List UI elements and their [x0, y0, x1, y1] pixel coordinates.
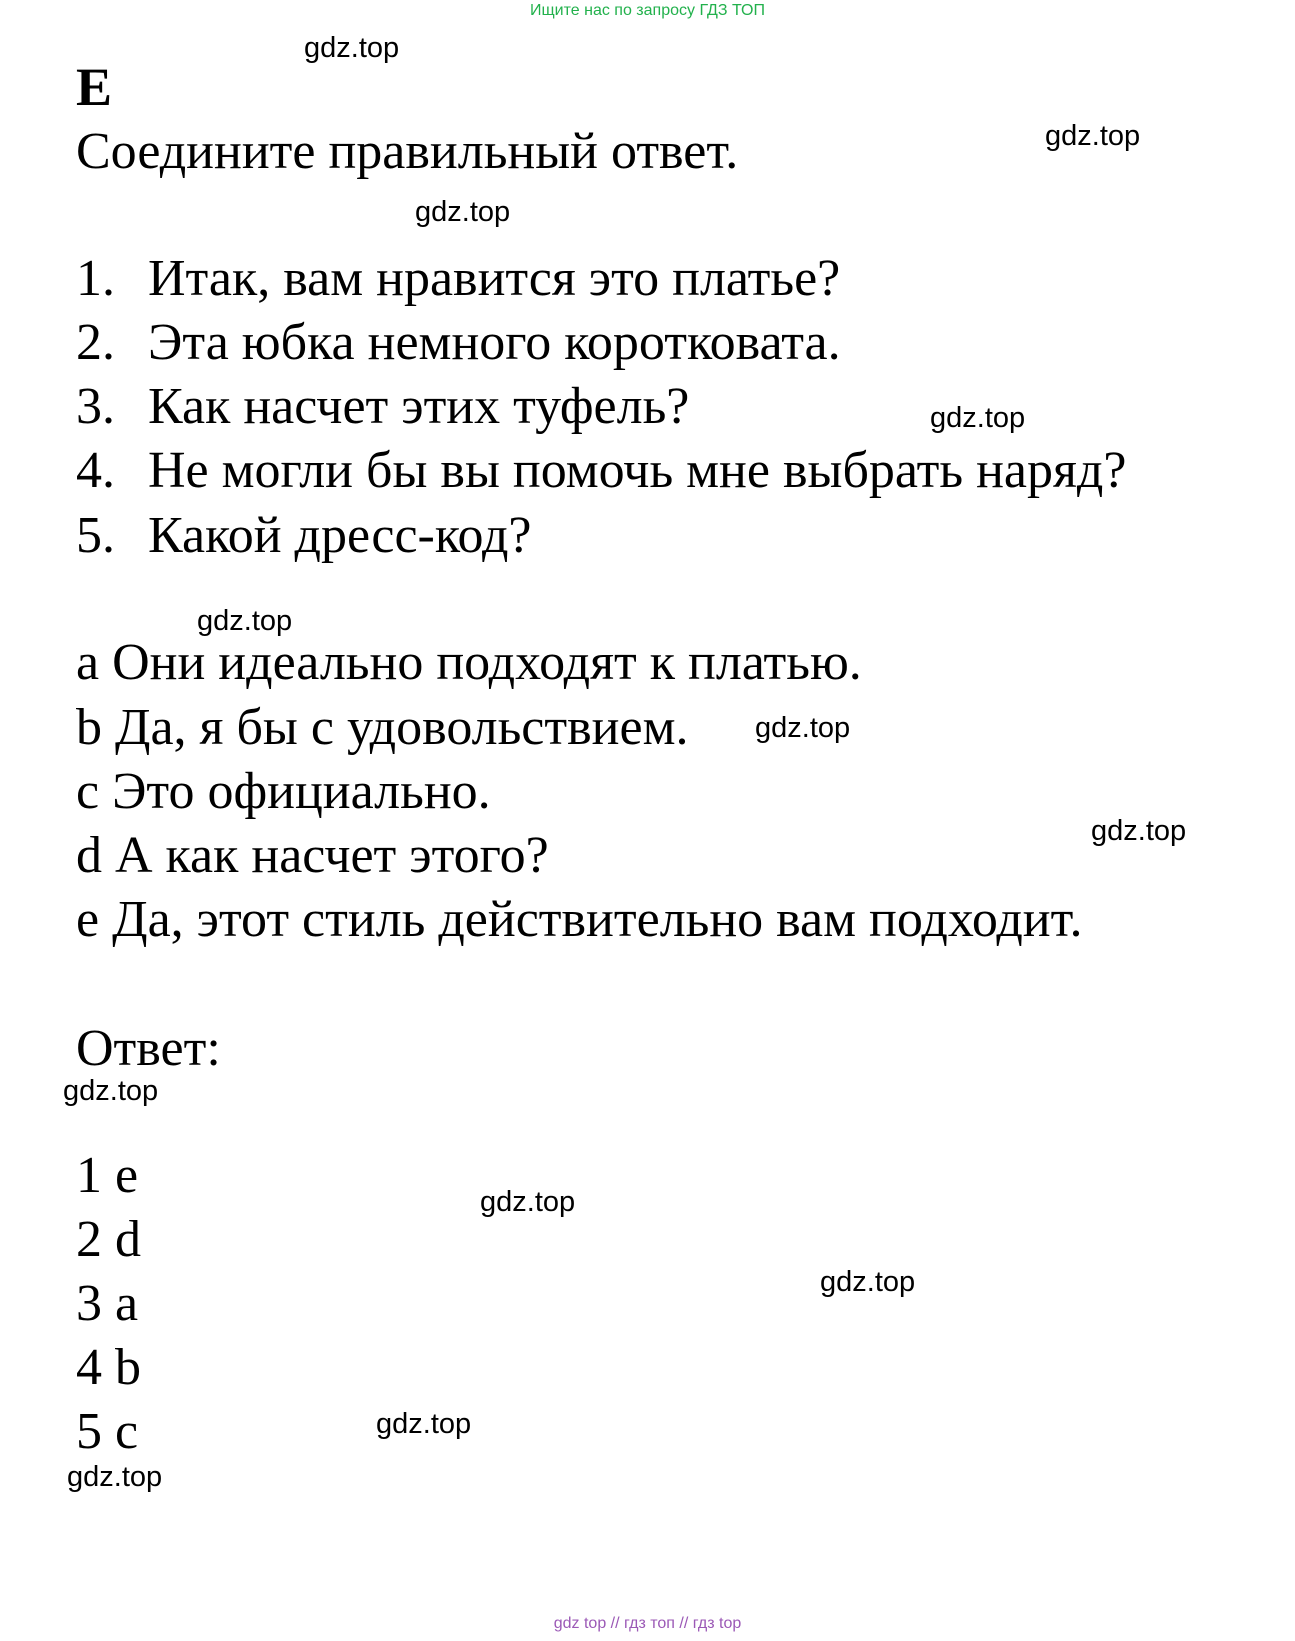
watermark: gdz.top — [67, 1461, 163, 1493]
watermark: gdz.top — [1045, 120, 1141, 152]
answer-pair: 5 c — [76, 1403, 139, 1460]
option-letter: a — [76, 634, 100, 691]
watermark: gdz.top — [197, 605, 293, 637]
option-text: Да, я бы с удовольствием. — [115, 699, 689, 756]
watermark: gdz.top — [1091, 815, 1187, 847]
option-item — [76, 699, 689, 756]
question-number: 4. — [76, 442, 115, 499]
watermark: gdz.top — [63, 1075, 159, 1107]
question-number: 5. — [76, 507, 115, 564]
option-letter: b — [76, 699, 102, 756]
option-text: А как насчет этого? — [115, 827, 549, 884]
option-letter: c — [76, 763, 100, 820]
watermark: gdz.top — [304, 32, 400, 64]
question-item — [76, 442, 1127, 499]
question-item — [76, 378, 690, 435]
question-item — [76, 314, 841, 371]
question-number: 1. — [76, 250, 115, 307]
option-item — [76, 891, 1083, 948]
option-letter: e — [76, 891, 100, 948]
footer-separator: // — [679, 1615, 689, 1632]
exercise-letter: E — [76, 57, 113, 117]
option-item — [76, 634, 862, 691]
option-text: Они идеально подходят к платью. — [112, 634, 862, 691]
question-text: Эта юбка немного коротковата. — [148, 314, 841, 371]
watermark: gdz.top — [415, 196, 511, 228]
option-item — [76, 763, 491, 820]
footer-link[interactable]: гдз top — [692, 1615, 742, 1632]
footer-link[interactable]: гдз топ — [624, 1615, 675, 1632]
question-number: 2. — [76, 314, 115, 371]
watermark: gdz.top — [480, 1186, 576, 1218]
watermark: gdz.top — [376, 1408, 472, 1440]
option-letter: d — [76, 827, 102, 884]
instruction: Соедините правильный ответ. — [76, 123, 739, 180]
top-banner[interactable]: Ищите нас по запросу ГДЗ ТОП — [530, 2, 765, 19]
question-text: Как насчет этих туфель? — [148, 378, 690, 435]
footer-separator: // — [610, 1615, 620, 1632]
answer-pair: 1 e — [76, 1147, 139, 1204]
answer-pair: 2 d — [76, 1211, 141, 1268]
option-text: Да, этот стиль действительно вам подходит. — [112, 891, 1083, 948]
answer-pair: 3 a — [76, 1275, 139, 1332]
watermark: gdz.top — [820, 1266, 916, 1298]
watermark: gdz.top — [930, 402, 1026, 434]
footer-link[interactable]: gdz top — [553, 1615, 607, 1632]
question-item — [76, 250, 841, 307]
question-text: Не могли бы вы помочь мне выбрать наряд? — [148, 442, 1127, 499]
answer-pair: 4 b — [76, 1339, 141, 1396]
option-item — [76, 827, 549, 884]
question-text: Итак, вам нравится это платье? — [148, 250, 841, 307]
option-text: Это официально. — [112, 763, 491, 820]
question-number: 3. — [76, 378, 115, 435]
question-item — [76, 507, 532, 564]
footer-links — [0, 1616, 1295, 1632]
answer-label: Ответ: — [76, 1020, 221, 1077]
watermark: gdz.top — [755, 712, 851, 744]
question-text: Какой дресс-код? — [148, 507, 532, 564]
